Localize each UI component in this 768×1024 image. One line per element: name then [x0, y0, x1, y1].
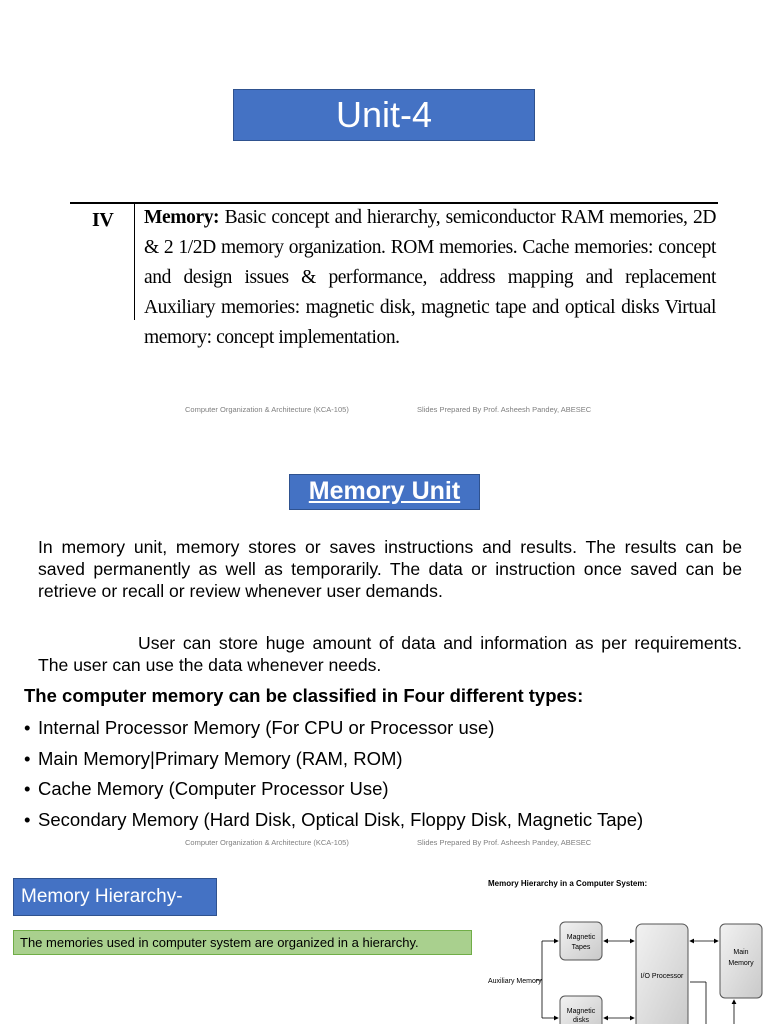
- syllabus-heading: Memory:: [144, 207, 220, 228]
- intro-paragraph: In memory unit, memory stores or saves instructions and results. The results can be saved permanently as well as temporarily. The data or instruction once saved can be retrieve or recall or review whenever user demands.: [38, 537, 742, 601]
- list-item-text: Cache Memory (Computer Processor Use): [38, 778, 389, 799]
- svg-text:Main: Main: [733, 949, 749, 956]
- footer-course: Computer Organization & Architecture (KCA-105): [185, 838, 349, 847]
- hierarchy-note: The memories used in computer system are organized in a hierarchy.: [13, 930, 472, 955]
- list-item-text: Secondary Memory (Hard Disk, Optical Disk, Floppy Disk, Magnetic Tape): [38, 808, 644, 830]
- unit-title: Unit-4: [233, 89, 535, 141]
- list-item: [24, 774, 643, 805]
- classification-heading: The computer memory can be classified in Four different types:: [24, 685, 584, 706]
- footer-author: Slides Prepared By Prof. Asheesh Pandey, ABESEC: [417, 405, 592, 414]
- io-processor-box: [636, 924, 688, 1024]
- footer-author: Slides Prepared By Prof. Asheesh Pandey, ABESEC: [417, 838, 592, 847]
- svg-text:disks: disks: [573, 1017, 589, 1024]
- main-memory-box: [720, 924, 762, 998]
- list-item: [24, 805, 643, 836]
- magnetic-tapes-box: [560, 922, 602, 960]
- list-item-text: Main Memory|Primary Memory (RAM, ROM): [38, 747, 403, 769]
- svg-text:Memory: Memory: [728, 960, 754, 967]
- bullet-icon: •: [24, 717, 31, 738]
- unit-number: IV: [92, 209, 114, 231]
- storage-paragraph: User can store huge amount of data and information as per requirements. The user can use the data whenever needs.: [38, 633, 742, 675]
- svg-text:Tapes: Tapes: [571, 944, 591, 951]
- list-item-text: Internal Processor Memory (For CPU or Processor use): [38, 717, 495, 738]
- bullet-icon: •: [24, 778, 31, 799]
- bullet-icon: •: [24, 808, 31, 830]
- auxiliary-memory-label: Auxiliary Memory: [488, 978, 542, 985]
- memory-types-list: [24, 713, 643, 835]
- magnetic-disks-box: [560, 996, 602, 1024]
- memory-hierarchy-title: Memory Hierarchy-: [13, 878, 217, 916]
- syllabus-text: Basic concept and hierarchy, semiconductor RAM memories, 2D & 2 1/2D memory organization. ROM memories. Cache memories: concept and design issues & performance, address mapping and replacement Auxiliary memories: magnetic disk, magnetic tape and optical disks Virtual memory: concept implementation.: [144, 207, 716, 348]
- table-column-divider: [134, 202, 135, 320]
- bullet-icon: •: [24, 747, 31, 769]
- memory-hierarchy-diagram: [484, 872, 768, 1024]
- list-item: [24, 744, 643, 775]
- svg-text:Magnetic: Magnetic: [566, 1008, 596, 1015]
- list-item: [24, 713, 643, 744]
- svg-text:Magnetic: Magnetic: [566, 934, 596, 941]
- footer-course: Computer Organization & Architecture (KCA-105): [185, 405, 349, 414]
- svg-text:I/O Processor: I/O Processor: [640, 973, 684, 980]
- memory-unit-title: Memory Unit: [289, 474, 480, 510]
- syllabus-description: [144, 203, 716, 353]
- syllabus-table: [70, 202, 718, 348]
- diagram-caption: Memory Hierarchy in a Computer System:: [488, 879, 648, 888]
